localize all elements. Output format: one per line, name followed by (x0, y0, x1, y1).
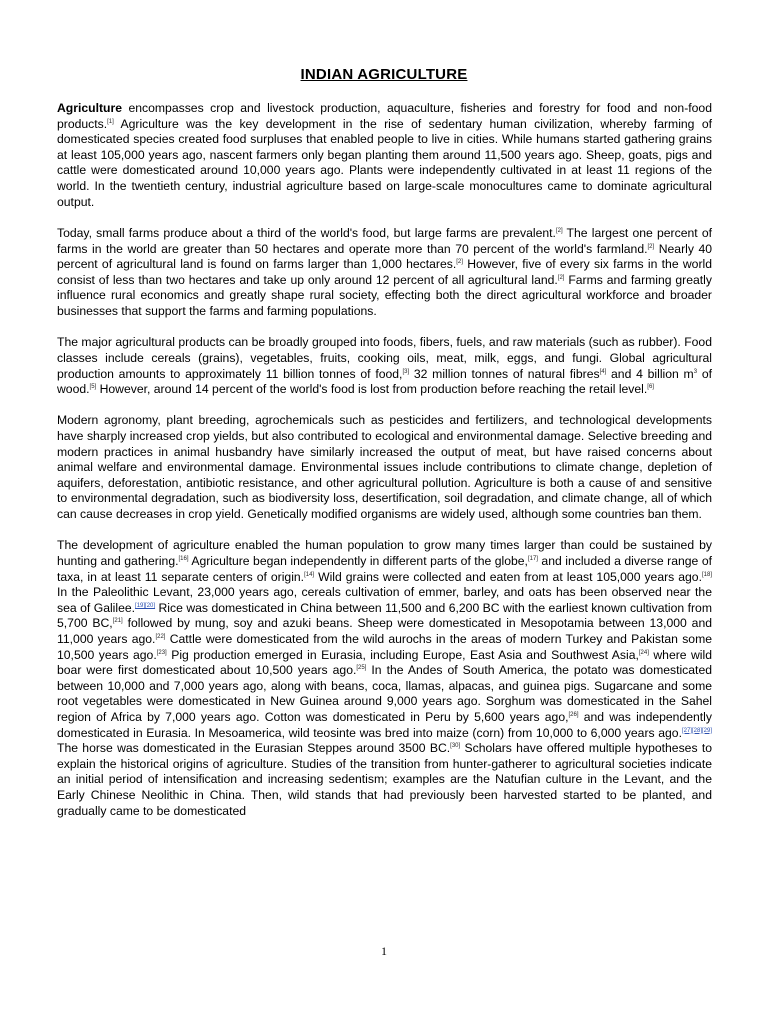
citation-link[interactable]: [19][20] (135, 602, 156, 609)
citation-marker: [1] (107, 118, 114, 125)
citation-marker: [18] (701, 571, 712, 578)
text-run: and was independently domesticated in Eurasia. In Mesoamerica, wild teosinte was bred into maize (corn) from 10,000 to 6,000 years ago. (57, 709, 712, 740)
citation-marker: [22] (155, 634, 166, 640)
citation-marker: [23] (156, 649, 167, 656)
text-run: Agriculture began independently in different parts of the globe, (188, 554, 528, 569)
citation-marker: [5] (89, 384, 97, 391)
text-run: Wild grains were collected and eaten from at least 105,000 years ago. (314, 569, 702, 584)
citation-marker: [17] (527, 556, 538, 563)
citation-marker: [6] (647, 384, 654, 391)
text-run: Today, small farms produce about a third of the world's food, but large farms are prevalent. (57, 225, 556, 240)
citation-marker: [2] (557, 274, 565, 281)
citation-marker: [3] (402, 368, 410, 375)
text-run: and 4 billion m (606, 366, 694, 381)
text-run: 32 million tonnes of natural fibres (409, 366, 600, 381)
citation-marker: [16] (178, 556, 189, 563)
paragraph (57, 335, 712, 397)
text-run: The major agricultural products can be broadly grouped into foods, fibers, fuels, and raw materials (such as rubber). Food classes include cereals (grains), vegetables, fruits, cooking oils, meat, milk, eggs, and fungi. Global agricultural production amounts to approximately 11 billion tonnes of food, (57, 335, 712, 381)
text-run: and included a diverse range of taxa, in at least 11 separate centers of origin. (57, 554, 712, 584)
citation-marker: [2] (647, 243, 655, 250)
page-title: INDIAN AGRICULTURE (300, 66, 468, 83)
text-run: Nearly 40 percent of agricultural land is found on farms larger than 1,000 hectares. (57, 241, 713, 272)
article-body (57, 101, 712, 835)
text-run: followed by mung, soy and azuki beans. Sheep were domesticated in Mesopotamia between 13,000 and 11,000 years ago. (57, 616, 713, 646)
paragraph (57, 538, 712, 819)
citation-link[interactable]: [27][28][29] (681, 727, 712, 734)
text-run: The horse was domesticated in the Eurasian Steppes around 3500 BC. (57, 741, 451, 756)
paragraph (57, 413, 712, 522)
text-run: Modern agronomy, plant breeding, agrochemicals such as pesticides and fertilizers, and technological developments have sharply increased crop yields, but also contributed to ecological and environmental damage. Selective breeding and modern practices in animal husbandry have similarly increased the output of meat, but have raised concerns about animal welfare and environmental damage. Environmental issues include contributions to climate change, depletion of aquifers, deforestation, antibiotic resistance, and other agricultural pollution. Agriculture is both a cause of and sensitive to environmental degradation, such as biodiversity loss, desertification, soil degradation, and climate change, all of which can cause decreases in crop yield. Genetically modified organisms are widely used, although some countries ban them. (57, 413, 712, 522)
text-run: encompasses crop and livestock production, aquaculture, fisheries and forestry for food and non-food products. (57, 101, 712, 131)
text-run: The development of agriculture enabled the human population to grow many times larger than could be sustained by hunting and gathering. (57, 538, 712, 569)
text-run: where wild boar were first domesticated about 10,500 years ago. (57, 647, 713, 678)
paragraph (57, 226, 712, 320)
citation-marker: [26] (568, 711, 579, 718)
text-run: of wood. (57, 366, 712, 397)
citation-marker: 3 (693, 368, 698, 375)
citation-marker: [2] (555, 227, 563, 234)
text-run: The largest one percent of farms in the world are greater than 50 hectares and operate more than 70 percent of the world's farmland. (57, 225, 712, 256)
citation-marker: [2] (456, 259, 463, 266)
text-run: Cattle were domesticated from the wild aurochs in the areas of modern Turkey and Pakistan some 10,500 years ago. (57, 632, 712, 662)
text-run: However, around 14 percent of the world's food is lost from production before reaching the retail level. (96, 382, 648, 397)
text-run: Pig production emerged in Eurasia, including Europe, East Asia and Southwest Asia, (166, 647, 639, 662)
citation-marker: [4] (599, 368, 607, 375)
citation-marker: [25] (356, 665, 367, 672)
text-run: Rice was domesticated in China between 11,500 and 6,200 BC with the earliest known cultivation from 5,700 BC, (57, 600, 712, 631)
text-run: However, five of every six farms in the world consist of less than two hectares and take up only around 12 percent of all agricultural land. (57, 257, 712, 287)
citation-marker: [21] (112, 618, 123, 625)
citation-marker: [30] (450, 743, 461, 750)
text-run: In the Andes of South America, the potato was domesticated between 10,000 and 7,000 years ago, along with beans, coca, llamas, alpacas, and guinea pigs. Sugarcane and some root vegetables were domesticated in New Guinea around 9,000 years ago. Sorghum was domesticated in the Sahel region of Africa by 7,000 years ago. Cotton was domesticated in Peru by 5,600 years ago, (57, 663, 712, 724)
text-run: Farms and farming greatly influence rural economics and greatly shape rural society, effecting both the direct agricultural workforce and broader businesses that support the farms and farming populations. (57, 272, 712, 318)
bold-term: Agriculture (57, 101, 123, 115)
page-number: 1 (381, 944, 387, 958)
citation-marker: [14] (304, 571, 315, 578)
text-run: Agriculture was the key development in the rise of sedentary human civilization, whereby farming of domesticated species created food surpluses that enabled people to live in cities. While humans started gathering grains at least 105,000 years ago, nascent farmers only began planting them around 11,500 years ago. Sheep, goats, pigs and cattle were domesticated around 10,000 years ago. Plants were independently cultivated in at least 11 regions of the world. In the twentieth century, industrial agriculture based on large-scale monocultures came to dominate agricultural output. (57, 116, 712, 209)
text-run: In the Paleolithic Levant, 23,000 years ago, cereals cultivation of emmer, barley, and oats has been observed near the sea of Galilee. (57, 585, 712, 615)
text-run: Scholars have offered multiple hypotheses to explain the historical origins of agriculture. Studies of the transition from hunter-gatherer to agricultural societies indicate an initial period of intensification and increasing sedentism; examples are the Natufian culture in the Levant, and the Early Chinese Neolithic in China. Then, wild stands that had previously been harvested started to be planted, and gradually came to be domesticated (57, 741, 712, 818)
paragraph (57, 101, 712, 210)
citation-marker: [24] (638, 649, 649, 656)
